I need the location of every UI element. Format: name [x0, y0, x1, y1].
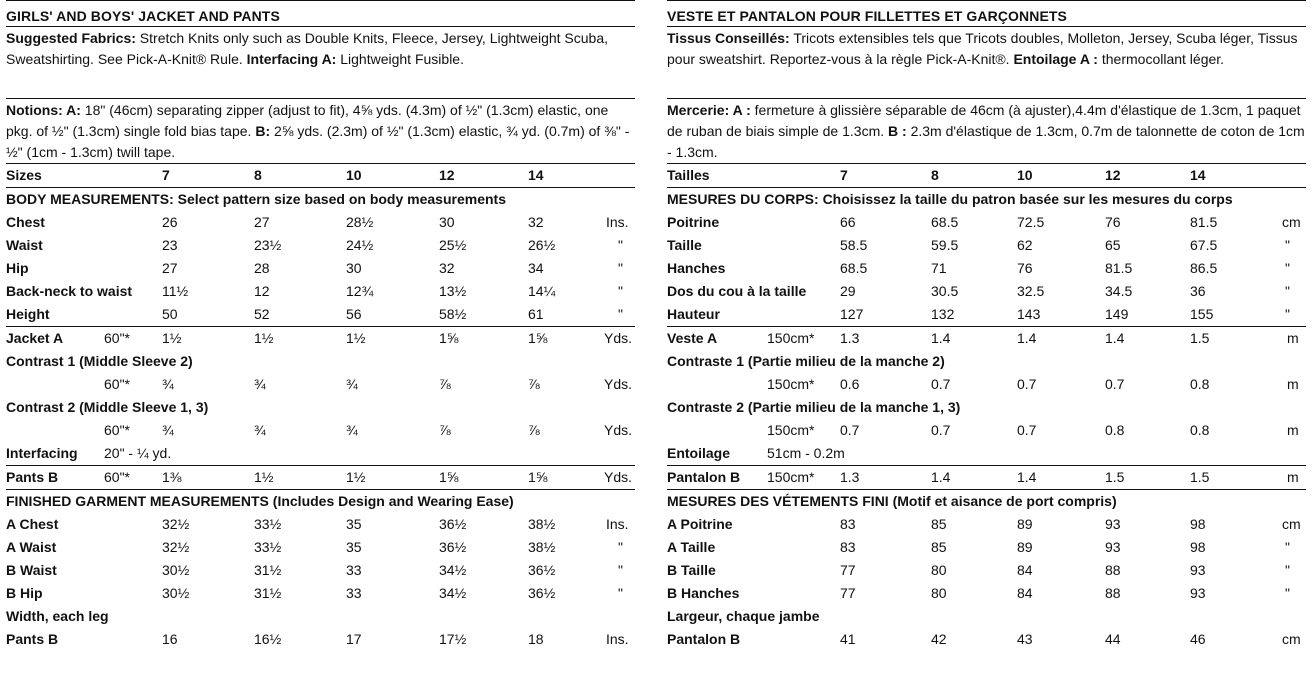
cell: 0.7 — [931, 376, 951, 392]
table-row — [667, 559, 1306, 582]
cell: 36½ — [528, 585, 556, 601]
size-8: 8 — [254, 167, 262, 183]
table-row — [667, 211, 1306, 234]
width-leg-heading-fr — [667, 605, 1306, 628]
cell: 18 — [528, 631, 544, 647]
cell: ¾ — [254, 422, 266, 438]
unit: m — [1287, 376, 1299, 392]
cell: 89 — [1017, 539, 1033, 555]
unit: " — [618, 562, 623, 578]
cell: 85 — [931, 516, 947, 532]
french-column — [667, 0, 1306, 651]
cell: ⅞ — [439, 422, 451, 438]
unit: " — [1285, 260, 1290, 276]
interfacing-label: Entoilage A : — [1013, 51, 1098, 67]
row-label: A Waist — [6, 539, 57, 555]
cell: 32½ — [162, 539, 190, 555]
cell: 27 — [162, 260, 178, 276]
contrast1-heading — [6, 350, 635, 373]
cell: 12¾ — [346, 283, 374, 299]
pattern-title: GIRLS' AND BOYS' JACKET AND PANTS — [6, 0, 635, 27]
interfacing-yardage-row-fr — [667, 442, 1306, 466]
unit: " — [618, 585, 623, 601]
table-row — [6, 582, 635, 605]
unit: m — [1287, 422, 1299, 438]
unit: " — [618, 260, 623, 276]
size-10: 10 — [1017, 167, 1033, 183]
cell: 80 — [931, 562, 947, 578]
cell: 27 — [254, 214, 270, 230]
interfacing-value: 51cm - 0.2m — [767, 445, 845, 461]
row-label: Interfacing — [6, 445, 78, 461]
cell: 0.8 — [1190, 376, 1210, 392]
cell: 1.4 — [1017, 330, 1037, 346]
unit: cm — [1282, 631, 1301, 647]
table-row — [6, 234, 635, 257]
cell: 77 — [840, 585, 856, 601]
unit: cm — [1282, 516, 1301, 532]
size-12: 12 — [1105, 167, 1121, 183]
unit: " — [1285, 237, 1290, 253]
interfacing-label: Interfacing A: — [246, 51, 337, 67]
row-label: Pants B — [6, 631, 59, 647]
unit: cm — [1282, 214, 1301, 230]
cell: 85 — [931, 539, 947, 555]
cell: 1⅝ — [439, 469, 459, 485]
unit: " — [1285, 585, 1290, 601]
fabrics-label: Suggested Fabrics: — [6, 30, 136, 46]
row-label: Pantalon B — [667, 469, 741, 485]
cell: 61 — [528, 306, 544, 322]
cell: 36½ — [528, 562, 556, 578]
section-heading: MESURES DES VÉTEMENTS FINI (Motif et aisance de port compris) — [667, 493, 1117, 509]
size-14: 14 — [528, 167, 544, 183]
cell: 38½ — [528, 539, 556, 555]
table-row — [667, 513, 1306, 536]
fabric-width: 60"* — [104, 330, 130, 346]
cell: 1⅝ — [528, 330, 548, 346]
contrast2-heading — [6, 396, 635, 419]
interfacing-yardage-row — [6, 442, 635, 466]
size-10: 10 — [346, 167, 362, 183]
cell: 32 — [439, 260, 455, 276]
cell: 11½ — [162, 283, 189, 299]
cell: 1½ — [254, 469, 274, 485]
cell: 98 — [1190, 539, 1206, 555]
cell: 24½ — [346, 237, 374, 253]
finished-measurements-heading-fr — [667, 490, 1306, 513]
row-label: Contrast 1 (Middle Sleeve 2) — [6, 353, 193, 369]
size-14: 14 — [1190, 167, 1206, 183]
cell: 67.5 — [1190, 237, 1218, 253]
cell: 68.5 — [840, 260, 868, 276]
row-label: Chest — [6, 214, 45, 230]
row-label: Back-neck to waist — [6, 283, 133, 299]
cell: 44 — [1105, 631, 1121, 647]
cell: ⅞ — [528, 422, 540, 438]
fabric-width: 150cm* — [767, 469, 815, 485]
cell: 31½ — [254, 562, 282, 578]
contrast2-yardage-row-fr — [667, 419, 1306, 442]
notions — [6, 99, 635, 163]
sizes-row — [6, 163, 635, 188]
cell: 0.7 — [840, 422, 860, 438]
unit: Yds. — [604, 376, 633, 392]
cell: 81.5 — [1105, 260, 1133, 276]
cell: ⅞ — [439, 376, 451, 392]
cell: 71 — [931, 260, 947, 276]
contrast2-heading-fr — [667, 396, 1306, 419]
sizes-label: Sizes — [6, 167, 42, 183]
fabric-width: 60"* — [104, 422, 130, 438]
cell: 89 — [1017, 516, 1033, 532]
cell: 80 — [931, 585, 947, 601]
table-row — [6, 280, 635, 303]
cell: ¾ — [346, 422, 358, 438]
table-row — [667, 257, 1306, 280]
cell: 66 — [840, 214, 856, 230]
table-row — [667, 536, 1306, 559]
cell: 84 — [1017, 585, 1033, 601]
cell: 1⅝ — [439, 330, 459, 346]
interfacing-text: thermocollant léger. — [1097, 51, 1225, 67]
cell: 1⅝ — [528, 469, 548, 485]
cell: 16 — [162, 631, 178, 647]
row-label: Waist — [6, 237, 43, 253]
cell: 0.8 — [1190, 422, 1210, 438]
cell: 76 — [1017, 260, 1033, 276]
fabric-width: 150cm* — [767, 376, 815, 392]
cell: 0.7 — [931, 422, 951, 438]
cell: 155 — [1190, 306, 1214, 322]
cell: 35 — [346, 516, 362, 532]
notions-b-text: 2⅝ yds. (2.3m) of ½" (1.3cm) elastic, ¾ yd. (0.7m) of ⅜" - ½" (1cm - 1.3cm) twill tape. — [6, 123, 630, 160]
unit: Yds. — [604, 469, 633, 485]
unit: " — [1285, 283, 1290, 299]
cell: 0.7 — [1017, 376, 1037, 392]
suggested-fabrics-fr — [667, 27, 1306, 99]
cell: 93 — [1105, 539, 1121, 555]
cell: 46 — [1190, 631, 1206, 647]
unit: Ins. — [606, 214, 629, 230]
jacket-yardage-row-fr — [667, 326, 1306, 350]
table-row — [6, 513, 635, 536]
cell: ¾ — [346, 376, 358, 392]
row-label: B Taille — [667, 562, 716, 578]
cell: 43 — [1017, 631, 1033, 647]
cell: 30½ — [162, 562, 190, 578]
cell: 30 — [439, 214, 455, 230]
row-label: Contraste 2 (Partie milieu de la manche 1, 3) — [667, 399, 961, 415]
cell: 29 — [840, 283, 856, 299]
cell: 36½ — [439, 539, 467, 555]
cell: 52 — [254, 306, 270, 322]
cell: 41 — [840, 631, 856, 647]
cell: 127 — [840, 306, 864, 322]
row-label: Hanches — [667, 260, 726, 276]
row-label: A Poitrine — [667, 516, 733, 532]
row-label: Width, each leg — [6, 608, 109, 624]
cell: 56 — [346, 306, 362, 322]
unit: Ins. — [606, 516, 629, 532]
cell: 1.3 — [840, 469, 860, 485]
cell: 93 — [1190, 562, 1206, 578]
cell: 34.5 — [1105, 283, 1133, 299]
cell: ¾ — [162, 376, 174, 392]
table-row — [6, 303, 635, 326]
cell: 30 — [346, 260, 362, 276]
cell: ¾ — [254, 376, 266, 392]
row-label: Dos du cou à la taille — [667, 283, 807, 299]
cell: 23½ — [254, 237, 282, 253]
body-measurements-heading — [6, 188, 635, 211]
fabric-width: 150cm* — [767, 330, 815, 346]
cell: 31½ — [254, 585, 282, 601]
unit: m — [1287, 469, 1299, 485]
cell: 33½ — [254, 516, 282, 532]
unit: Ins. — [606, 631, 629, 647]
sizes-label: Tailles — [667, 167, 710, 183]
finished-measurements-heading — [6, 490, 635, 513]
pants-leg-row — [6, 628, 635, 651]
notions-a-text: fermeture à glissière séparable de 46cm (à ajuster),4.4m d'élastique de 1.3cm, 1 paquet de ruban de biais simple de 1.3cm. — [667, 102, 1301, 139]
cell: 81.5 — [1190, 214, 1218, 230]
cell: 132 — [931, 306, 955, 322]
suggested-fabrics — [6, 27, 635, 99]
row-label: A Chest — [6, 516, 59, 532]
table-row — [6, 559, 635, 582]
cell: 17 — [346, 631, 362, 647]
cell: 1½ — [346, 330, 366, 346]
size-8: 8 — [931, 167, 939, 183]
size-7: 7 — [162, 167, 170, 183]
cell: 1.5 — [1190, 330, 1210, 346]
cell: 34 — [528, 260, 544, 276]
cell: 25½ — [439, 237, 467, 253]
row-label: Largeur, chaque jambe — [667, 608, 820, 624]
row-label: Height — [6, 306, 50, 322]
cell: 84 — [1017, 562, 1033, 578]
cell: 34½ — [439, 585, 467, 601]
cell: 77 — [840, 562, 856, 578]
cell: 83 — [840, 539, 856, 555]
cell: 13½ — [439, 283, 467, 299]
row-label: Veste A — [667, 330, 718, 346]
cell: 16½ — [254, 631, 282, 647]
table-row — [6, 536, 635, 559]
cell: 1⅜ — [162, 469, 182, 485]
contrast1-heading-fr — [667, 350, 1306, 373]
interfacing-value: 20" - ¼ yd. — [104, 445, 172, 461]
row-label: B Hip — [6, 585, 43, 601]
contrast1-yardage-row-fr — [667, 373, 1306, 396]
notions-b-label: B: — [255, 123, 271, 139]
cell: 26½ — [528, 237, 556, 253]
table-row — [667, 582, 1306, 605]
unit: " — [1285, 306, 1290, 322]
cell: 1.4 — [931, 469, 951, 485]
cell: 14¼ — [528, 283, 556, 299]
cell: 65 — [1105, 237, 1121, 253]
body-measurements-heading-fr — [667, 188, 1306, 211]
cell: 30½ — [162, 585, 190, 601]
row-label: Taille — [667, 237, 702, 253]
fabric-width: 60"* — [104, 376, 130, 392]
cell: 62 — [1017, 237, 1033, 253]
unit: Yds. — [604, 330, 633, 346]
cell: 0.6 — [840, 376, 860, 392]
interfacing-text: Lightweight Fusible. — [336, 51, 464, 67]
unit: " — [1285, 562, 1290, 578]
fabric-width: 150cm* — [767, 422, 815, 438]
notions-label: Notions: A: — [6, 102, 81, 118]
row-label: Pantalon B — [667, 631, 741, 647]
cell: 35 — [346, 539, 362, 555]
row-label: Entoilage — [667, 445, 731, 461]
cell: 30.5 — [931, 283, 959, 299]
pants-leg-row-fr — [667, 628, 1306, 651]
cell: 93 — [1105, 516, 1121, 532]
section-heading: BODY MEASUREMENTS: Select pattern size based on body measurements — [6, 191, 506, 207]
cell: 28 — [254, 260, 270, 276]
cell: 1.4 — [1105, 330, 1125, 346]
table-row — [667, 234, 1306, 257]
cell: 1.4 — [931, 330, 951, 346]
cell: 68.5 — [931, 214, 959, 230]
cell: 33 — [346, 585, 362, 601]
unit: m — [1287, 330, 1299, 346]
cell: 17½ — [439, 631, 467, 647]
cell: 1½ — [162, 330, 182, 346]
english-column — [6, 0, 635, 651]
pattern-title-fr: VESTE ET PANTALON POUR FILLETTES ET GARÇONNETS — [667, 0, 1306, 27]
notions-a-text: 18" (46cm) separating zipper (adjust to fit), 4⅝ yds. (4.3m) of ½" (1.3cm) elastic, one pkg. of ½" (1.3cm) single fold bias tape. — [6, 102, 609, 139]
cell: 32½ — [162, 516, 190, 532]
row-label: Poitrine — [667, 214, 720, 230]
cell: 0.8 — [1105, 422, 1125, 438]
cell: 33 — [346, 562, 362, 578]
row-label: Hip — [6, 260, 29, 276]
fabrics-text: Stretch Knits only such as Double Knits, Fleece, Jersey, Lightweight Scuba, Sweatshirting. See Pick-A-Knit® Rule. — [6, 30, 609, 67]
cell: 1½ — [346, 469, 366, 485]
row-label: A Taille — [667, 539, 716, 555]
cell: 38½ — [528, 516, 556, 532]
unit: " — [618, 283, 623, 299]
cell: 12 — [254, 283, 270, 299]
pants-yardage-row — [6, 466, 635, 490]
cell: 36 — [1190, 283, 1206, 299]
row-label: Jacket A — [6, 330, 64, 346]
cell: 58½ — [439, 306, 467, 322]
cell: 36½ — [439, 516, 467, 532]
section-heading: MESURES DU CORPS: Choisissez la taille du patron basée sur les mesures du corps — [667, 191, 1233, 207]
row-label: Contrast 2 (Middle Sleeve 1, 3) — [6, 399, 209, 415]
cell: 1.5 — [1190, 469, 1210, 485]
table-row — [667, 303, 1306, 326]
table-row — [6, 257, 635, 280]
fabrics-label: Tissus Conseillés: — [667, 30, 790, 46]
cell: 88 — [1105, 585, 1121, 601]
sizes-row-fr — [667, 163, 1306, 188]
cell: 23 — [162, 237, 178, 253]
cell: 88 — [1105, 562, 1121, 578]
jacket-yardage-row — [6, 326, 635, 350]
notions-label: Mercerie: A : — [667, 102, 751, 118]
cell: 1.3 — [840, 330, 860, 346]
cell: 34½ — [439, 562, 467, 578]
unit: " — [618, 306, 623, 322]
cell: 32.5 — [1017, 283, 1045, 299]
cell: 1½ — [254, 330, 274, 346]
cell: 58.5 — [840, 237, 868, 253]
unit: Yds. — [604, 422, 633, 438]
cell: 72.5 — [1017, 214, 1045, 230]
row-label: Contraste 1 (Partie milieu de la manche 2) — [667, 353, 945, 369]
cell: 83 — [840, 516, 856, 532]
cell: 59.5 — [931, 237, 959, 253]
fabric-width: 60"* — [104, 469, 130, 485]
cell: 1.4 — [1017, 469, 1037, 485]
row-label: Hauteur — [667, 306, 720, 322]
fabrics-text: Tricots extensibles tels que Tricots doubles, Molleton, Jersey, Scuba léger, Tissus pour sweatshirt. Reportez-vous à la règle Pick-A-Knit®. — [667, 30, 1298, 67]
cell: ¾ — [162, 422, 174, 438]
table-row — [6, 211, 635, 234]
cell: 86.5 — [1190, 260, 1218, 276]
cell: 149 — [1105, 306, 1129, 322]
unit: " — [1285, 539, 1290, 555]
cell: 42 — [931, 631, 947, 647]
cell: 1.5 — [1105, 469, 1125, 485]
cell: 0.7 — [1017, 422, 1037, 438]
table-row — [667, 280, 1306, 303]
size-12: 12 — [439, 167, 455, 183]
cell: 26 — [162, 214, 178, 230]
notions-b-label: B : — [888, 123, 907, 139]
cell: ⅞ — [528, 376, 540, 392]
cell: 93 — [1190, 585, 1206, 601]
section-heading: FINISHED GARMENT MEASUREMENTS (Includes Design and Wearing Ease) — [6, 493, 514, 509]
cell: 0.7 — [1105, 376, 1125, 392]
cell: 50 — [162, 306, 178, 322]
cell: 28½ — [346, 214, 374, 230]
cell: 98 — [1190, 516, 1206, 532]
row-label: Pants B — [6, 469, 59, 485]
row-label: B Hanches — [667, 585, 740, 601]
size-7: 7 — [840, 167, 848, 183]
width-leg-heading — [6, 605, 635, 628]
notions-fr — [667, 99, 1306, 163]
notions-b-text: 2.3m d'élastique de 1.3cm, 0.7m de talonnette de coton de 1cm - 1.3cm. — [667, 123, 1305, 160]
cell: 143 — [1017, 306, 1041, 322]
row-label: B Waist — [6, 562, 57, 578]
contrast1-yardage-row — [6, 373, 635, 396]
cell: 76 — [1105, 214, 1121, 230]
cell: 32 — [528, 214, 544, 230]
cell: 33½ — [254, 539, 282, 555]
pants-yardage-row-fr — [667, 466, 1306, 490]
unit: " — [618, 539, 623, 555]
contrast2-yardage-row — [6, 419, 635, 442]
unit: " — [618, 237, 623, 253]
